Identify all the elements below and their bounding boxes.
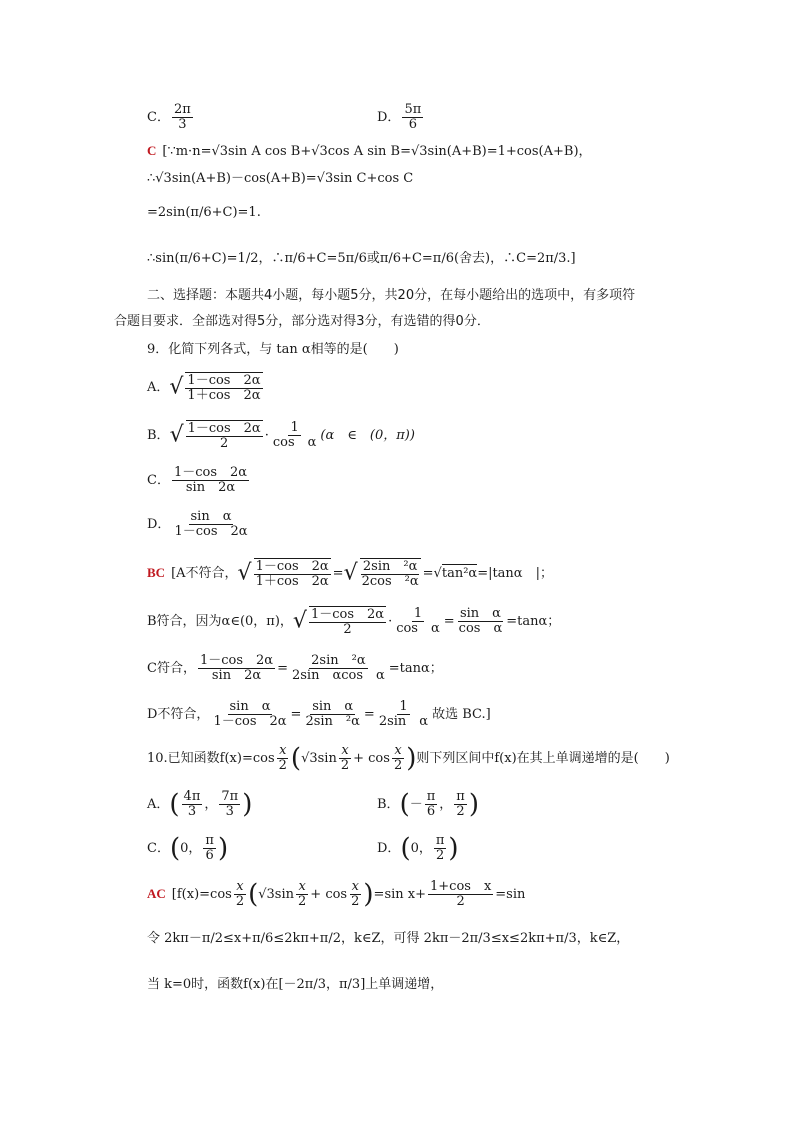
q10-option-a: A．( $\frac{4\pi}{3}$ ， $\frac{7\pi}{3}$ ) xyxy=(147,789,253,820)
fraction: $\frac{1-\cos 2\alpha}{1+\cos 2\alpha}$ xyxy=(187,373,261,403)
q9-solution-b: B符合，因为α∈(0，π)，√ $\frac{1-\cos 2\alpha}{2}$ · $\frac{1}{\text{cos α}}$ = $\frac{\text{sin α}}{\text{cos α}}$ =tanα； xyxy=(147,606,561,637)
q10-stem: 10.已知函数f(x)=cos $\frac{x}{2}$ (√3sin $\frac{x}{2}$ + cos $\frac{x}{2}$ )则下列区间中f(x)在其上单调递增的是( ) xyxy=(147,743,670,774)
fraction: $\frac{x}{2}$ xyxy=(340,743,350,773)
fraction: $\frac{\text{2sin ²α}}{\text{2sin αcos α}}$ xyxy=(291,653,385,683)
q10-option-c: C．(0， $\frac{\pi}{6}$ ) xyxy=(147,833,229,864)
fraction: $\frac{2\pi}{3}$ xyxy=(173,102,191,132)
answer-badge: AC xyxy=(147,886,166,901)
fraction: $\frac{\pi}{2}$ xyxy=(456,789,465,819)
fraction: $\frac{1-\cos 2\alpha}{2}$ xyxy=(187,421,261,451)
q10-solution-line1: AC [f(x)=cos $\frac{x}{2}$ (√3sin $\frac{x}{2}$ + cos $\frac{x}{2}$ )=sin x+ $\frac{\text{1+cos x}}{2}$ =sin xyxy=(147,879,526,910)
q10-option-b: B．(－ $\frac{\pi}{6}$ ， $\frac{\pi}{2}$ ) xyxy=(377,789,479,820)
q9-option-b: B．√ $\frac{1-\cos 2\alpha}{2}$ · $\frac{1}{\text{cos α}}$ (α ∈ (0，π)) xyxy=(147,420,415,451)
fraction: $\frac{x}{2}$ xyxy=(278,743,287,773)
q8-solution-line2: ∴√3sin(A+B)－cos(A+B)=√3sin C+cos C xyxy=(147,171,414,186)
section-heading-cont: 合题目要求．全部选对得5分，部分选对得3分，有选错的得0分． xyxy=(114,314,490,329)
section-heading: 二、选择题：本题共4小题，每小题5分，共20分，在每小题给出的选项中，有多项符 xyxy=(147,288,636,303)
q10-option-d: D．(0， $\frac{\pi}{2}$ ) xyxy=(377,833,459,864)
q9-option-a: A．√ $\frac{1-\cos 2\alpha}{1+\cos 2\alpha}$ xyxy=(147,373,261,403)
fraction: $\frac{\text{sin α}}{\text{2sin ²α}}$ xyxy=(305,699,360,729)
fraction: $\frac{1-\cos 2\alpha}{2}$ xyxy=(310,607,385,637)
fraction: $\frac{\text{1+cos x}}{2}$ xyxy=(430,879,492,909)
q9-solution-c: C符合， $\frac{1-\cos 2\alpha}{\sin 2\alpha}$ = $\frac{\text{2sin ²α}}{\text{2sin αcos α}}$ =tanα； xyxy=(147,653,443,683)
q8-option-c: C． $\frac{2\pi}{3}$ xyxy=(147,102,191,132)
fraction: $\frac{x}{2}$ xyxy=(235,879,245,909)
q9-solution-d: D不符合， $\frac{\text{sin α}}{1-\cos 2\alpha}$ = $\frac{\text{sin α}}{\text{2sin ²α}}$ = $\frac{1}{\text{2sin α}}$ 故选 BC.] xyxy=(147,699,491,729)
q8-solution-line3: =2sin(π/6+C)=1. xyxy=(147,205,261,220)
fraction: $\frac{1-\cos 2\alpha}{\sin 2\alpha}$ xyxy=(173,465,248,495)
q10-solution-line2: 令 2kπ－π/2≤x+π/6≤2kπ+π/2，k∈Z，可得 2kπ－2π/3≤x≤2kπ+π/3，k∈Z， xyxy=(147,931,630,946)
fraction: $\frac{1}{\text{2sin α}}$ xyxy=(378,699,429,729)
fraction: $\frac{\text{2sin ²α}}{\text{2cos ²α}}$ xyxy=(361,559,419,589)
fraction: $\frac{x}{2}$ xyxy=(298,879,307,909)
q9-option-c: C． $\frac{1-\cos 2\alpha}{\sin 2\alpha}$ xyxy=(147,465,248,495)
fraction: $\frac{\pi}{2}$ xyxy=(435,833,445,863)
q8-solution-line4: ∴sin(π/6+C)=1/2，∴π/6+C=5π/6或π/6+C=π/6(舍去)，∴C=2π/3.] xyxy=(147,251,576,266)
q10-solution-line3: 当 k=0时，函数f(x)在[－2π/3，π/3]上单调递增， xyxy=(147,977,444,992)
fraction: $\frac{\text{sin α}}{\text{cos α}}$ xyxy=(458,606,503,636)
answer-badge: BC xyxy=(147,565,166,580)
q9-option-d: D． $\frac{\text{sin α}}{1-\cos 2\alpha}$ xyxy=(147,509,248,539)
fraction: $\frac{1-\cos 2\alpha}{1+\cos 2\alpha}$ xyxy=(255,559,329,589)
fraction: $\frac{\text{sin α}}{1-\cos 2\alpha}$ xyxy=(174,509,248,539)
answer-badge: C xyxy=(147,143,157,158)
fraction: $\frac{4\pi}{3}$ xyxy=(183,789,201,819)
q8-option-d: D． $\frac{5\pi}{6}$ xyxy=(377,102,422,132)
q8-solution-line1: C [∵m·n=√3sin A cos B+√3cos A sin B=√3sin(A+B)=1+cos(A+B)， xyxy=(147,143,592,159)
fraction: $\frac{1}{\text{cos α}}$ xyxy=(396,606,440,636)
fraction: $\frac{\text{sin α}}{1-\cos 2\alpha}$ xyxy=(213,699,287,729)
fraction: $\frac{\pi}{6}$ xyxy=(205,833,214,863)
q9-solution-a: BC [A不符合，√ $\frac{1-\cos 2\alpha}{1+\cos 2\alpha}$ =√ $\frac{\text{2sin ²α}}{\text{2cos ²α}}$ =√tan²α=|tanα |； xyxy=(147,559,553,589)
fraction: $\frac{5\pi}{6}$ xyxy=(404,102,422,132)
fraction: $\frac{\pi}{6}$ xyxy=(426,789,436,819)
fraction: $\frac{x}{2}$ xyxy=(351,879,360,909)
fraction: $\frac{1}{\text{cos α}}$ xyxy=(272,420,317,450)
q9-stem: 9．化简下列各式，与 tan α相等的是( ) xyxy=(147,342,399,357)
fraction: $\frac{1-\cos 2\alpha}{\sin 2\alpha}$ xyxy=(199,653,274,683)
fraction: $\frac{7\pi}{3}$ xyxy=(221,789,239,819)
fraction: $\frac{x}{2}$ xyxy=(393,743,403,773)
